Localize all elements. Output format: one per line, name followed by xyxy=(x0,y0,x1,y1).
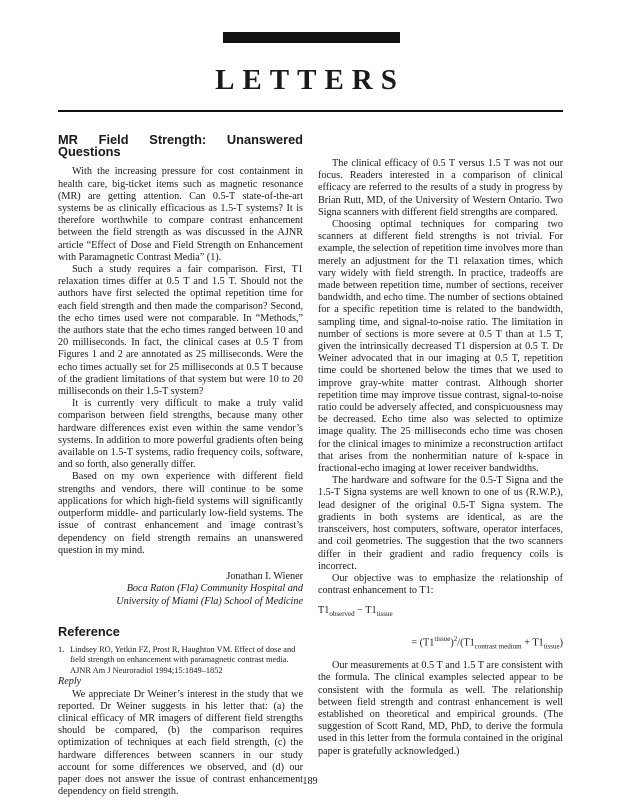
formula-subscript: tissue xyxy=(376,610,393,619)
formula-operator: + xyxy=(524,636,530,648)
reply-paragraph: The hardware and software for the 0.5-T Signa and the 1.5-T Signa systems are well known to one of us (R.W.P.), lead designer of the original 0.5-T Signa system. The gradients in both systems are identical, as are the transceivers, host computers, software, operator interfaces, and coil geometries. The suggestion that the two scanners differ in their gradient and radio frequency coils is incorrect. xyxy=(318,475,563,572)
signature-affiliation-2: University of Miami (Fla) School of Medicine xyxy=(116,595,303,607)
signature-block xyxy=(58,571,303,609)
letter-paragraph: Based on my own experience with different field strengths and vendors, there will continue to be some applications for which high-field systems will significantly outperform middle- and particularly low-field systems. The issue of contrast enhancement and image contrast’s dependency on field strength remains an unanswered question in my mind. xyxy=(58,471,303,556)
reply-paragraph: The clinical efficacy of 0.5 T versus 1.5 T was not our focus. Readers interested in a comparison of clinical efficacy are referred to the results of a study in progress by Brian Rutt, MD, of the University of Western Ontario. Two Signa scanners with different field strengths are compared. xyxy=(318,158,563,218)
reference-list xyxy=(58,645,303,677)
reply-paragraph: We appreciate Dr Weiner’s interest in the study that we reported. Dr Weiner suggests in his letter that: (a) the clinical efficacy of MR imagers of different field strengths should be compared, (b) the comparison requires optimization of techniques at each field strength, (c) the hardware differences between scanners in our study account for some differences we observed, and (d) our paper does not answer the issue of contrast enhancement dependency on field strength. xyxy=(58,688,303,798)
formula-term: = (T1 xyxy=(411,636,435,648)
signature-name: Jonathan I. Wiener xyxy=(226,570,303,582)
letter-paragraph: Such a study requires a fair comparison. First, T1 relaxation times differ at 0.5 T and 1.5 T. Should not the authors have first selected the optimal repetition time for each field strength and then made the comparison? Second, the echo times used were not comparable. In “Methods,” the authors state that the echo times ranged between 10 and 20 milliseconds. In fact, the clinical cases at 0.5 T from Figures 1 and 2 are annotated as 25 milliseconds. Were the echo times actually set for 25 milliseconds at 0.5 T because of the gradient limitations of that system but were 10 to 20 milliseconds on their 1.5-T system? xyxy=(58,264,303,398)
reply-heading: Reply xyxy=(58,676,82,688)
reply-paragraph: Our measurements at 0.5 T and 1.5 T are consistent with the formula. The clinical examples selected appear to be consistent with the formula as well. The relationship between field strength and contrast enhancement is well established on theoretical and empirical grounds. (The suggestion of Scott Rand, MD, PhD, to derive the formula used in this letter from the formula contained in the original paper is gratefully acknowledged.) xyxy=(318,660,563,757)
right-column xyxy=(318,134,563,758)
reference-text: Lindsey RO, Yetkin FZ, Prost R, Haughton VM. Effect of dose and field strength on enhancement with paramagnetic contrast media. AJNR Am J Neuroradiol 1994;15:1849–1852 xyxy=(70,644,296,675)
reference-number: 1. xyxy=(58,644,65,654)
left-column xyxy=(58,134,303,798)
formula-line-2 xyxy=(318,633,563,653)
letter-paragraph: It is currently very difficult to make a truly valid comparison between field strengths, because many other hardware differences exist even within the same vendor’s systems. In addition to more powerful gradients often being available on 1.5-T systems, radio frequency coils, software, and so forth, also generally differ. xyxy=(58,398,303,471)
reference-section xyxy=(58,626,303,676)
header-rule xyxy=(58,110,563,112)
t1-formula xyxy=(318,605,563,652)
formula-term: T1 xyxy=(365,605,377,617)
formula-term: ) xyxy=(559,636,563,648)
letter-title: MR Field Strength: Unanswered Questions xyxy=(58,132,303,160)
letter-p1: With the increasing pressure for cost containment in health care, big-ticket items such as magnetic resonance (MR) are getting attention. Can 0.5-T state-of-the-art systems be as clinically efficacious as 1.5-T systems? It is therefore worthwhile to compare contrast enhancement between the field strength as was discussed in the AJNR article “Effect of Dose and Field Strength on Enhancement with Paramagnetic Contrast Media” (1). xyxy=(58,166,303,263)
top-decorative-bar xyxy=(223,32,400,43)
letter-paragraph xyxy=(58,166,303,264)
reference-item xyxy=(58,645,303,677)
formula-subscript: contrast medium xyxy=(474,641,522,650)
formula-term: T1 xyxy=(318,605,330,617)
masthead-title: LETTERS xyxy=(215,64,405,96)
signature-affiliation-1: Boca Raton (Fla) Community Hospital and xyxy=(126,583,303,595)
reply-paragraph: Our objective was to emphasize the relationship of contrast enhancement to T1: xyxy=(318,572,563,597)
formula-subscript: observed xyxy=(329,610,355,619)
formula-term: T1 xyxy=(532,636,544,648)
reference-heading: Reference xyxy=(58,624,120,640)
formula-superscript: 2 xyxy=(453,634,458,643)
formula-subscript: tissue xyxy=(543,641,560,650)
formula-term: /(T1 xyxy=(457,636,475,648)
formula-operator: − xyxy=(357,605,363,617)
formula-term: ) xyxy=(450,636,454,648)
formula-superscript: tissue xyxy=(434,634,451,643)
formula-line-1 xyxy=(318,605,563,620)
reply-paragraph: Choosing optimal techniques for comparing two scanners at different field strengths is not trivial. For example, the selection of repetition time involves more than merely an adjustment for the T1 relaxation times, which vary widely with field strength. In practice, tradeoffs are made between repetition time, number of sections, receiver bandwidth, and echo time. The number of sections obtained for a specific repetition time is related to the bandwidth, sampling time, and signal-to-noise ratio. The limitation in number of sections is more severe at 0.5 T than at 1.5 T, given the intrinsically decreased T1 dispersion at 0.5 T. Dr Weiner advocated that in our imaging at 0.5 T, repetition time could be shortened below the times that we used to improve gray-white matter contrast. Although shorter repetition time may improve tissue contrast, signal-to-noise ratio could be adversely affected, and conspicuousness may be decreased. Echo time also was selected to optimize image quality. The 25 milliseconds echo time was chosen for the clinical images to minimize a reconstruction artifact that arises from the nonhermitian nature of k-space in fractional-echo imaging at lower receiver bandwidths. xyxy=(318,219,563,475)
page-number: 189 xyxy=(302,776,318,787)
